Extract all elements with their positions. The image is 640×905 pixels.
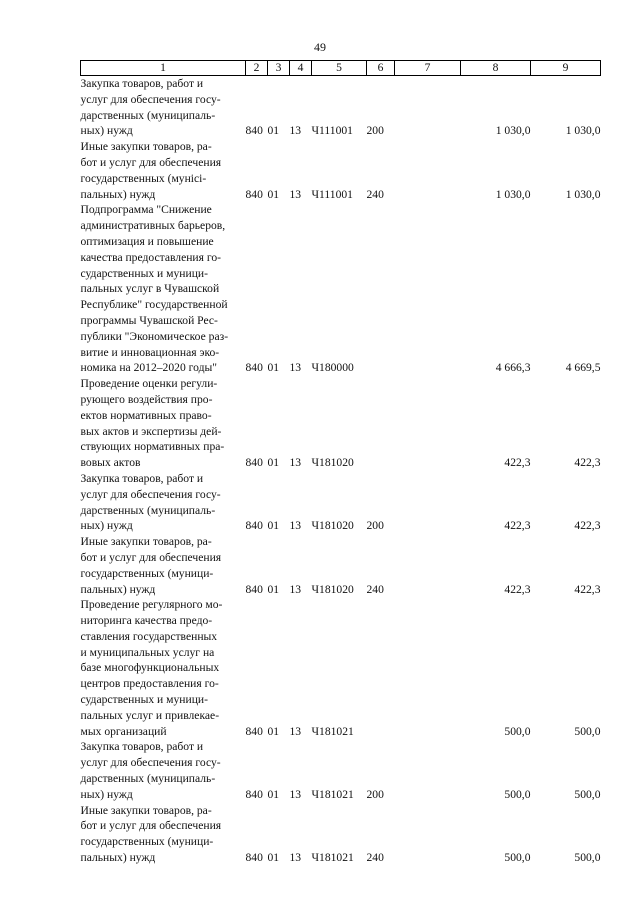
expense-type-cell: 200	[366, 124, 384, 138]
amount-year-1-cell: 422,3	[504, 582, 531, 596]
row-description: Закупка товаров, работ и услуг для обеспечения госу- дарственных (муниципаль- ных) нужд	[80, 471, 221, 533]
ministry-code-cell: 840	[245, 582, 263, 596]
subsection-code-cell: 13	[289, 582, 302, 596]
target-article-cell: Ч181020	[311, 519, 354, 533]
section-code-cell: 01	[267, 187, 280, 201]
column-header: 2	[246, 61, 268, 76]
column-header: 3	[268, 61, 290, 76]
ministry-code-cell: 840	[245, 787, 263, 801]
section-code-cell: 01	[267, 582, 280, 596]
table-row	[81, 739, 601, 802]
table-body	[81, 76, 601, 866]
expense-type-cell: 200	[366, 787, 384, 801]
section-code-cell: 01	[267, 724, 280, 738]
subsection-code-cell: 13	[289, 361, 302, 375]
amount-year-1-cell: 1 030,0	[495, 124, 531, 138]
row-description: Иные закупки товаров, ра- бот и услуг для обеспечения государственных (муници- пальных) нужд	[80, 535, 222, 596]
ministry-code-cell: 840	[245, 519, 263, 533]
section-code-cell: 01	[267, 361, 280, 375]
table-row	[81, 597, 601, 739]
column-header: 4	[290, 61, 312, 76]
table-row	[81, 376, 601, 471]
ministry-code-cell: 840	[245, 851, 263, 865]
column-7-cell	[395, 202, 461, 376]
target-article-cell: Ч181020	[311, 456, 354, 470]
column-7-cell	[395, 739, 461, 802]
table-row	[81, 202, 601, 376]
subsection-code-cell: 13	[289, 124, 302, 138]
column-7-cell	[395, 534, 461, 597]
section-code-cell: 01	[267, 124, 280, 138]
subsection-code-cell: 13	[289, 851, 302, 865]
column-7-cell	[395, 803, 461, 866]
target-article-cell: Ч181021	[311, 851, 354, 865]
ministry-code-cell: 840	[245, 361, 263, 375]
column-7-cell	[395, 376, 461, 471]
expense-type-cell: 240	[366, 582, 384, 596]
target-article-cell: Ч181020	[311, 582, 354, 596]
column-header: 5	[312, 61, 367, 76]
ministry-code-cell: 840	[245, 187, 263, 201]
amount-year-1-cell: 500,0	[504, 787, 531, 801]
table-row	[81, 803, 601, 866]
row-description: Подпрограмма "Снижение административных барьеров, оптимизация и повышение качества предоставления го- сударственных и муници- пальных услуг в Чувашской Республике" государственной программы Чувашской Рес- публики "Экономическое раз- витие и инновационная эко- номика на 2012–2020 годы"	[80, 203, 229, 375]
row-description: Иные закупки товаров, ра- бот и услуг для обеспечения государственных (муници- пальных) нужд	[80, 803, 222, 865]
target-article-cell: Ч181021	[311, 724, 354, 738]
table-row	[81, 139, 601, 202]
column-7-cell	[395, 471, 461, 534]
expense-type-cell: 200	[366, 519, 384, 533]
section-code-cell: 01	[267, 787, 280, 801]
amount-year-2-cell: 422,3	[574, 582, 601, 596]
amount-year-2-cell: 500,0	[574, 851, 601, 865]
row-description: Закупка товаров, работ и услуг для обеспечения госу- дарственных (муниципаль- ных) нужд	[80, 740, 221, 801]
column-7-cell	[395, 139, 461, 202]
column-header: 9	[531, 61, 601, 76]
target-article-cell: Ч111001	[311, 124, 353, 138]
amount-year-2-cell: 1 030,0	[565, 124, 601, 138]
expense-type-cell: 240	[366, 851, 384, 865]
section-code-cell: 01	[267, 456, 280, 470]
amount-year-1-cell: 422,3	[504, 456, 531, 470]
column-header: 7	[395, 61, 461, 76]
amount-year-2-cell: 422,3	[574, 519, 601, 533]
subsection-code-cell: 13	[289, 187, 302, 201]
expense-type-cell	[367, 202, 395, 376]
amount-year-1-cell: 500,0	[504, 724, 531, 738]
budget-table	[80, 60, 601, 866]
ministry-code-cell: 840	[245, 724, 263, 738]
ministry-code-cell: 840	[245, 124, 263, 138]
amount-year-2-cell: 500,0	[574, 787, 601, 801]
column-header: 6	[367, 61, 395, 76]
expense-type-cell: 240	[366, 187, 384, 201]
amount-year-2-cell: 1 030,0	[565, 187, 601, 201]
table-row	[81, 76, 601, 140]
target-article-cell: Ч181021	[311, 787, 354, 801]
expense-type-cell	[367, 597, 395, 739]
amount-year-2-cell: 500,0	[574, 724, 601, 738]
column-header: 8	[461, 61, 531, 76]
column-header: 1	[81, 61, 246, 76]
amount-year-1-cell: 422,3	[504, 519, 531, 533]
column-7-cell	[395, 597, 461, 739]
amount-year-2-cell: 422,3	[574, 456, 601, 470]
amount-year-1-cell: 1 030,0	[495, 187, 531, 201]
ministry-code-cell: 840	[245, 456, 263, 470]
target-article-cell: Ч111001	[311, 187, 353, 201]
table-row	[81, 471, 601, 534]
expense-type-cell	[367, 376, 395, 471]
row-description: Иные закупки товаров, ра- бот и услуг для обеспечения государственных (мунici- пальных) нужд	[80, 140, 222, 201]
column-7-cell	[395, 76, 461, 140]
section-code-cell: 01	[267, 851, 280, 865]
page-number: 49	[314, 40, 326, 54]
row-description: Проведение регулярного мо- ниторинга качества предо- ставления государственных и муниципальных услуг на базе многофункциональных центров предоставления го- сударственных и муници- пальных услуг и привлекае- мых организаций	[80, 598, 223, 738]
row-description: Закупка товаров, работ и услуг для обеспечения госу- дарственных (муниципаль- ных) нужд	[80, 77, 221, 138]
subsection-code-cell: 13	[289, 456, 302, 470]
subsection-code-cell: 13	[289, 724, 302, 738]
amount-year-1-cell: 4 666,3	[495, 361, 531, 375]
table-row	[81, 534, 601, 597]
amount-year-2-cell: 4 669,5	[565, 361, 601, 375]
section-code-cell: 01	[267, 519, 280, 533]
subsection-code-cell: 13	[289, 519, 302, 533]
subsection-code-cell: 13	[289, 787, 302, 801]
amount-year-1-cell: 500,0	[504, 851, 531, 865]
target-article-cell: Ч180000	[311, 361, 354, 375]
table-header-row	[81, 61, 601, 76]
row-description: Проведение оценки регули- рующего воздействия про- ектов нормативных право- вых актов и экспертизы дей- ствующих нормативных пра- вовых актов	[80, 377, 225, 470]
